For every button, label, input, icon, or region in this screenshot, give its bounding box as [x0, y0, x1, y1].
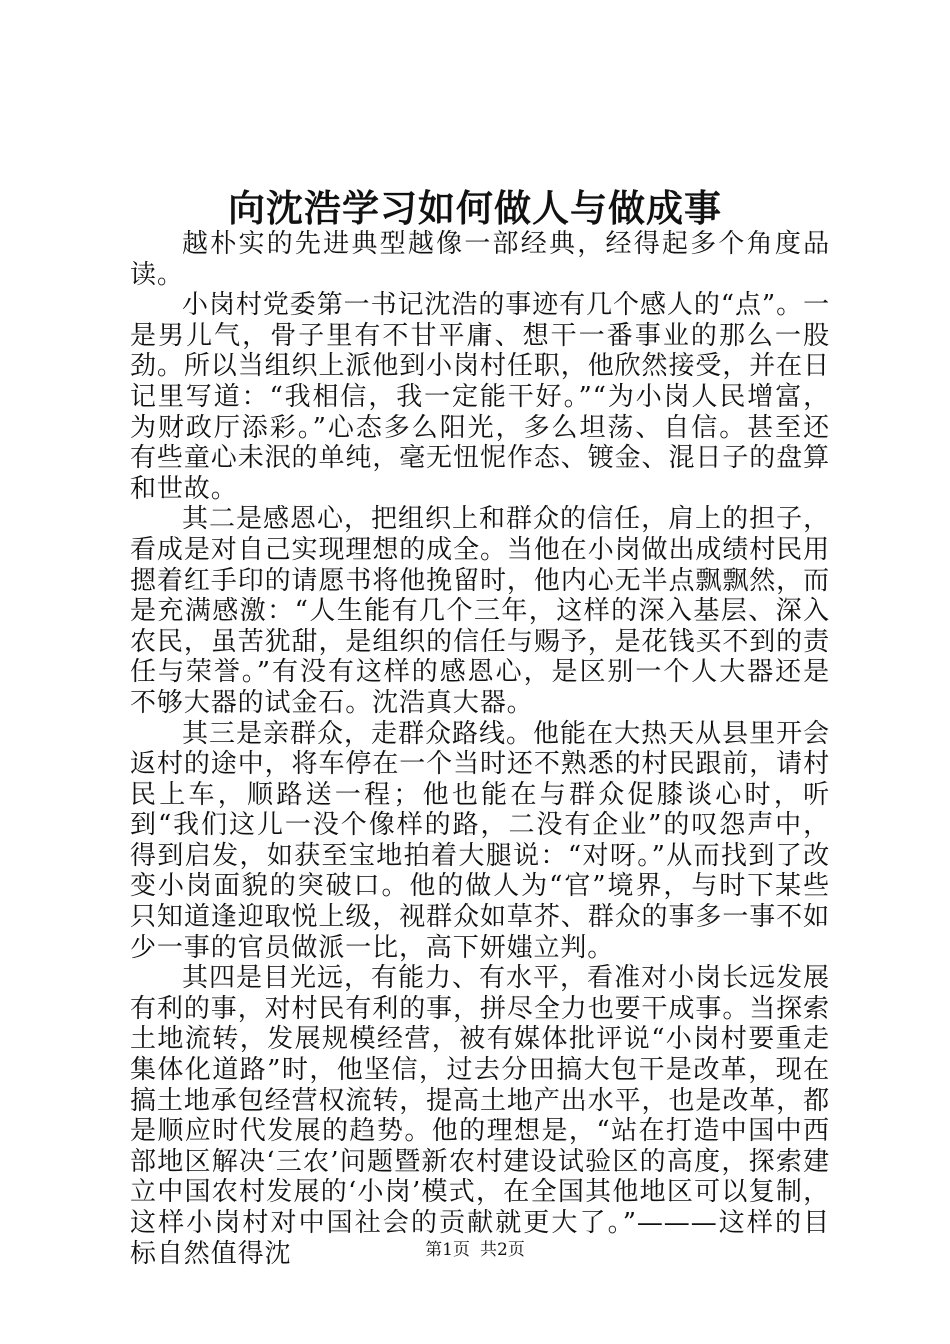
paragraph-point-three: 其三是亲群众，走群众路线。他能在大热天从县里开会返村的途中，将车停在一个当时还不熟悉的村民跟前，请村民上车，顺路送一程；他也能在与群众促膝谈心时，听到“我们这儿一没个像样的路，二没有企业”的叹怨声中，得到启发，如获至宝地拍着大腿说：“对呀。”从而找到了改变小岗面貌的突破口。他的做人为“官”境界，与时下某些只知道逢迎取悦上级，视群众如草芥、群众的事多一事不如少一事的官员做派一比，高下妍媸立判。 [130, 718, 830, 963]
paragraph-point-four: 其四是目光远，有能力、有水平，看准对小岗长远发展有利的事，对村民有利的事，拼尽全力也要干成事。当探索土地流转，发展规模经营，被有媒体批评说“小岗村要重走集体化道路”时，他坚信，过去分田搞大包干是改革，现在搞土地承包经营权流转，提高土地产出水平，也是改革，都是顺应时代发展的趋势。他的理想是，“站在打造中国中西部地区解决‘三农’问题暨新农村建设试验区的高度，探索建立中国农村发展的‘小岗’模式，在全国其他地区可以复制，这样小岗村对中国社会的贡献就更大了。”———这样的目标自然值得沈 [130, 963, 830, 1269]
paragraph-point-two: 其二是感恩心，把组织上和群众的信任，肩上的担子，看成是对自己实现理想的成全。当他在小岗做出成绩村民用摁着红手印的请愿书将他挽留时，他内心无半点飘飘然，而是充满感激：“人生能有几个三年，这样的深入基层、深入农民，虽苦犹甜，是组织的信任与赐予，是花钱买不到的责任与荣誉。”有没有这样的感恩心，是区别一个人大器还是不够大器的试金石。沈浩真大器。 [130, 504, 830, 718]
page-footer [0, 1238, 950, 1262]
document-title: 向沈浩学习如何做人与做成事 [228, 186, 722, 230]
paragraph-intro: 越朴实的先进典型越像一部经典，经得起多个角度品读。 [130, 229, 830, 290]
paragraph-point-one: 小岗村党委第一书记沈浩的事迹有几个感人的“点”。一是男儿气，骨子里有不甘平庸、想干一番事业的那么一股劲。所以当组织上派他到小岗村任职，他欣然接受，并在日记里写道：“我相信，我一定能干好。”“为小岗人民增富，为财政厅添彩。”心态多么阳光，多么坦荡、自信。甚至还有些童心未泯的单纯，毫无忸怩作态、镀金、混日子的盘算和世故。 [130, 290, 830, 504]
page-total: 共2页 [480, 1240, 525, 1260]
page-number: 第1页 [425, 1240, 470, 1260]
document-body [130, 229, 830, 1269]
